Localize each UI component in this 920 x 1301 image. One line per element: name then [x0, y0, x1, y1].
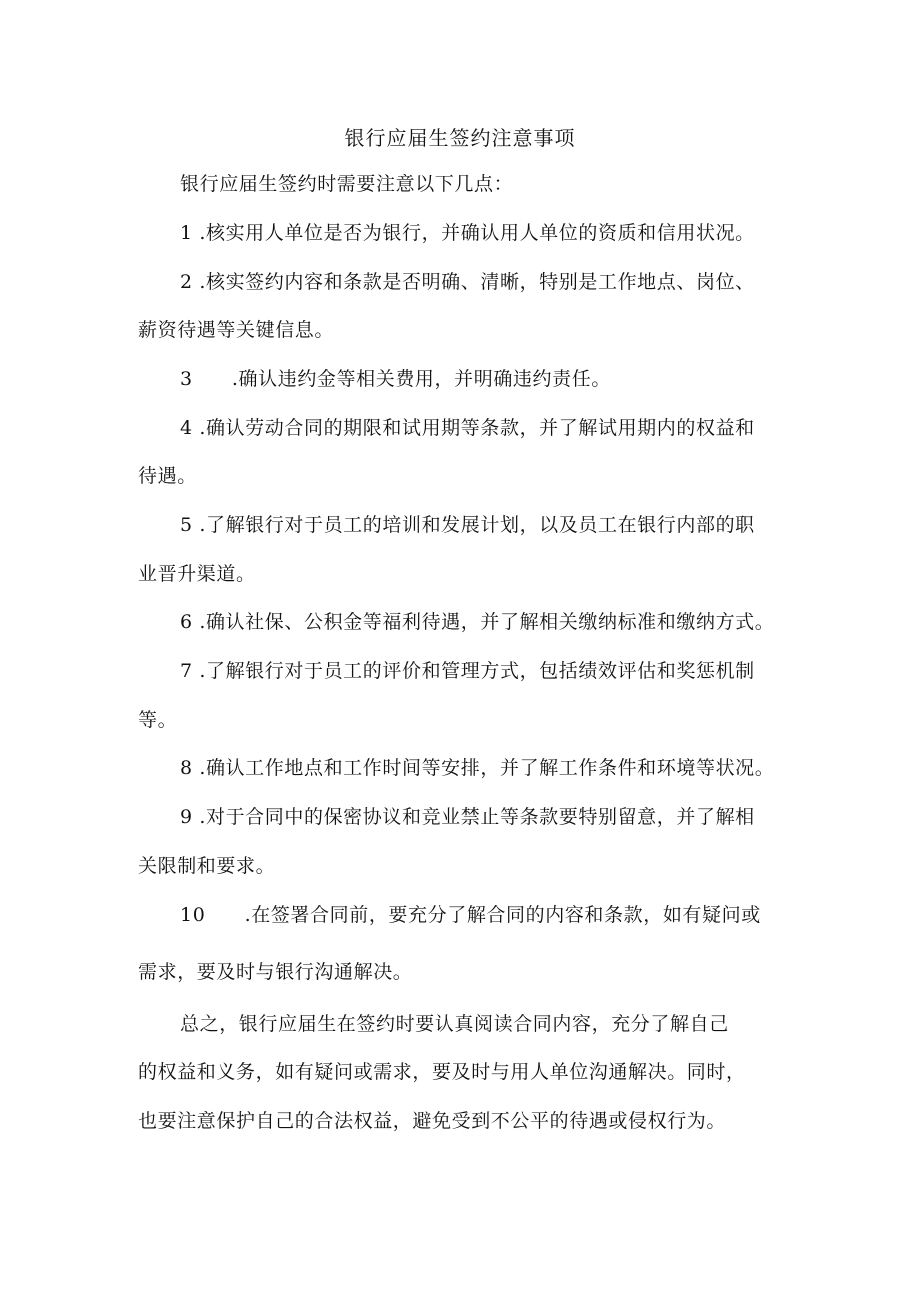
item-2-line-2: 薪资待遇等关键信息。: [138, 319, 335, 341]
intro-paragraph: 银行应届生签约时需要注意以下几点：: [180, 173, 514, 195]
item-7-line-2: 等。: [138, 709, 178, 731]
document-title: 银行应届生签约注意事项: [344, 126, 576, 150]
item-8-line-1: 8 .确认工作地点和工作时间等安排，并了解工作条件和环境等状况。: [180, 757, 775, 779]
item-6-line-1: 6 .确认社保、公积金等福利待遇，并了解相关缴纳标准和缴纳方式。: [180, 611, 775, 633]
item-1-line-1: 1 .核实用人单位是否为银行，并确认用人单位的资质和信用状况。: [180, 222, 755, 244]
conclusion-line-3: 也要注意保护自己的合法权益，避免受到不公平的待遇或侵权行为。: [138, 1110, 727, 1132]
item-7-line-1: 7 .了解银行对于员工的评价和管理方式，包括绩效评估和奖惩机制: [180, 660, 755, 682]
item-5-line-1: 5 .了解银行对于员工的培训和发展计划，以及员工在银行内部的职: [180, 514, 755, 536]
item-9-line-1: 9 .对于合同中的保密协议和竞业禁止等条款要特别留意，并了解相: [180, 806, 755, 828]
conclusion-line-2: 的权益和义务，如有疑问或需求，要及时与用人单位沟通解决。同时，: [138, 1061, 746, 1083]
item-5-line-2: 业晋升渠道。: [138, 563, 256, 585]
item-9-line-2: 关限制和要求。: [138, 855, 276, 877]
item-4-line-1: 4 .确认劳动合同的期限和试用期等条款，并了解试用期内的权益和: [180, 417, 755, 439]
conclusion-line-1: 总之，银行应届生在签约时要认真阅读合同内容，充分了解自己: [180, 1013, 729, 1035]
item-10-line-2: 需求，要及时与银行沟通解决。: [138, 961, 413, 983]
item-3-line-1: 3 .确认违约金等相关费用，并明确违约责任。: [180, 368, 611, 390]
item-4-line-2: 待遇。: [138, 465, 197, 487]
item-2-line-1: 2 .核实签约内容和条款是否明确、清晰，特别是工作地点、岗位、: [180, 271, 755, 293]
item-10-line-1: 10 .在签署合同前，要充分了解合同的内容和条款，如有疑问或: [180, 904, 761, 926]
